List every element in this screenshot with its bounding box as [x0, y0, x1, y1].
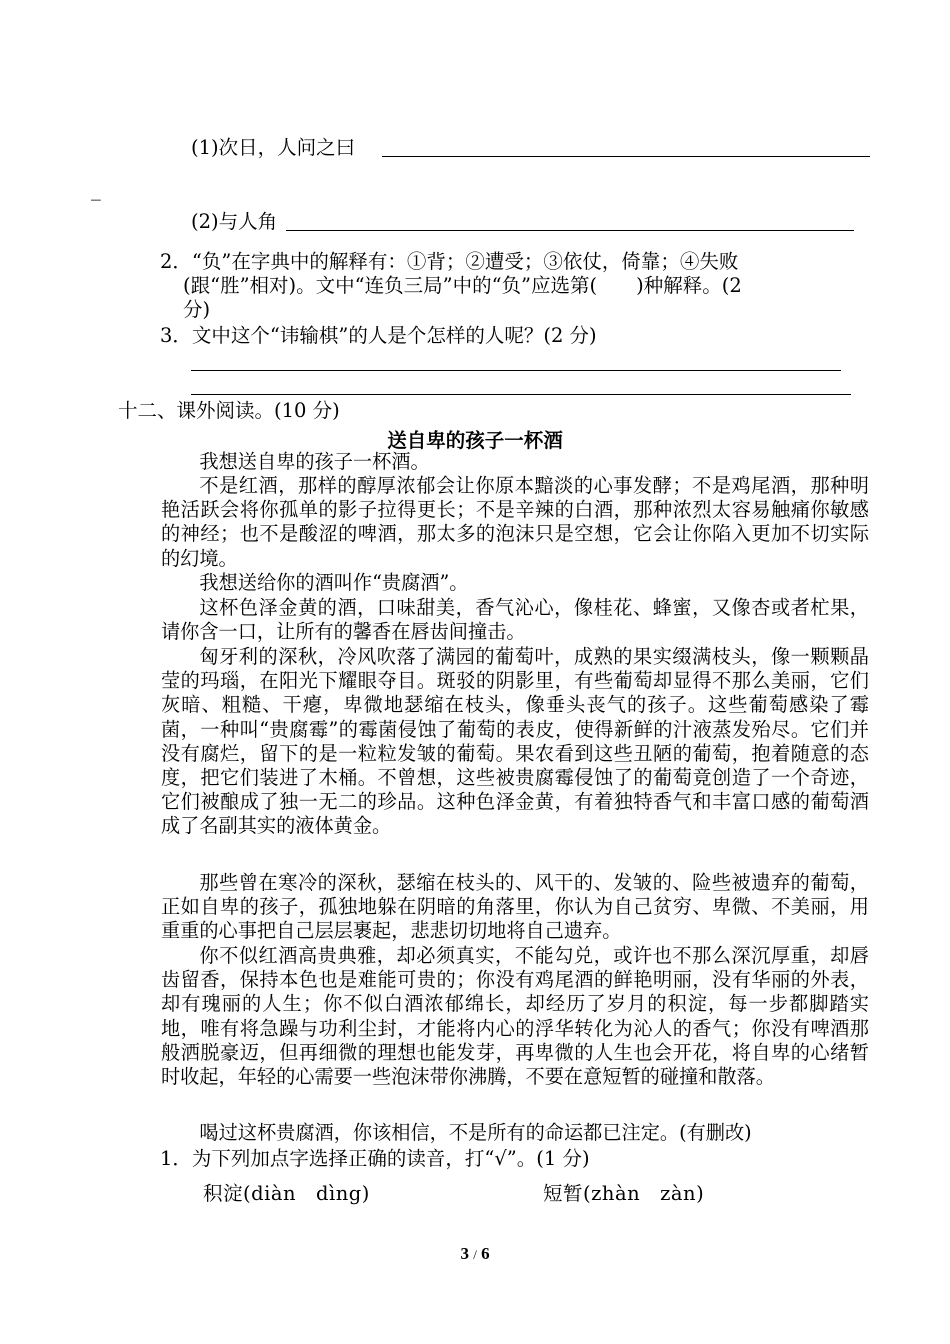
page-separator: /	[473, 1247, 477, 1262]
question-1-1: (1)次日，人问之曰	[191, 136, 356, 159]
question-2-line3: 分)	[183, 298, 211, 321]
article-title: 送自卑的孩子一杯酒	[387, 429, 563, 452]
paragraph-3: 我想送给你的酒叫作“贵腐酒”。	[199, 571, 469, 594]
paragraph-5: 匈牙利的深秋，冷风吹落了满园的葡萄叶，成熟的果实缀满枝头，像一颗颗晶莹的玛瑙，在阳光下耀眼夺目。斑驳的阴影里，有些葡萄却显得不那么美丽，它们灰暗、粗糙、干瘪，卑微地瑟缩在枝头，像垂头丧气的孩子。这些葡萄感染了霉菌，一种叫“贵腐霉”的霉菌侵蚀了葡萄的表皮，使得新鲜的汁液蒸发殆尽。它们并没有腐烂，留下的是一粒粒发皱的葡萄。果农看到这些丑陋的葡萄，抱着随意的态度，把它们装进了木桶。不曾想，这些被贵腐霉侵蚀了的葡萄竟创造了一个奇迹，它们被酿成了独一无二的珍品。这种色泽金黄，有着独特香气和丰富口感的葡萄酒成了名副其实的液体黄金。	[161, 645, 869, 838]
answer-line-3a[interactable]	[191, 370, 841, 371]
section-heading: 十二、课外阅读。(10 分)	[118, 399, 340, 422]
page-current: 3	[460, 1244, 469, 1263]
answer-line-3b[interactable]	[191, 394, 851, 395]
paragraph-2: 不是红酒，那样的醇厚浓郁会让你原本黯淡的心事发酵；不是鸡尾酒，那种明艳活跃会将你孤单的影子拉得更长；不是辛辣的白酒，那种浓烈太容易触痛你敏感的神经；也不是酸涩的啤酒，那太多的泡沫只是空想，它会让你陷入更加不切实际的幻境。	[161, 474, 869, 570]
paragraph-6: 那些曾在寒冷的深秋，瑟缩在枝头的、风干的、发皱的、险些被遗弃的葡萄，正如自卑的孩子，孤独地躲在阴暗的角落里，你认为自己贫穷、卑微、不美丽，用重重的心事把自己层层裹起，悲悲切切地将自己遗弃。	[161, 871, 869, 943]
answer-dash: _	[91, 178, 101, 201]
paragraph-7: 你不似红酒高贵典雅，却必须真实，不能勾兑，或许也不那么深沉厚重，却唇齿留香，保持本色也是难能可贵的；你没有鸡尾酒的鲜艳明丽，没有华丽的外表，却有瑰丽的人生；你不似白酒浓郁绵长，却经历了岁月的积淀，每一步都脚踏实地，唯有将急躁与功利尘封，才能将内心的浮华转化为沁人的香气；你没有啤酒那般洒脱豪迈，但再细微的理想也能发芽，再卑微的人生也会开花，将自卑的心绪暂时收起，年轻的心需要一些泡沫带你沸腾，不要在意短暂的碰撞和散落。	[161, 944, 869, 1089]
paragraph-1: 我想送自卑的孩子一杯酒。	[199, 450, 430, 473]
paragraph-4: 这杯色泽金黄的酒，口味甜美，香气沁心，像桂花、蜂蜜，又像杏或者杧果，请你含一口，让所有的馨香在唇齿间撞击。	[161, 596, 869, 644]
pinyin-option-b[interactable]: 短暂(zhàn zàn)	[543, 1182, 705, 1205]
page-total: 6	[481, 1244, 490, 1263]
answer-line-1-1[interactable]	[382, 156, 870, 157]
question-2-line1: 2．“负”在字典中的解释有：①背；②遭受；③依仗，倚靠；④失败	[160, 250, 739, 273]
question-3: 3．文中这个“讳输棋”的人是个怎样的人呢？(2 分)	[160, 324, 597, 347]
paragraph-8: 喝过这杯贵腐酒，你该相信，不是所有的命运都已注定。(有删改)	[199, 1121, 752, 1144]
pinyin-option-a[interactable]: 积淀(diàn dìng)	[203, 1182, 370, 1205]
question-2-line2: (跟“胜”相对)。文中“连负三局”中的“负”应选第( )种解释。(2	[183, 274, 742, 297]
reading-question-1: 1．为下列加点字选择正确的读音，打“√”。(1 分)	[160, 1147, 590, 1170]
answer-line-1-2[interactable]	[286, 230, 854, 231]
question-1-2: (2)与人角	[191, 210, 278, 233]
page-number	[0, 1244, 950, 1264]
